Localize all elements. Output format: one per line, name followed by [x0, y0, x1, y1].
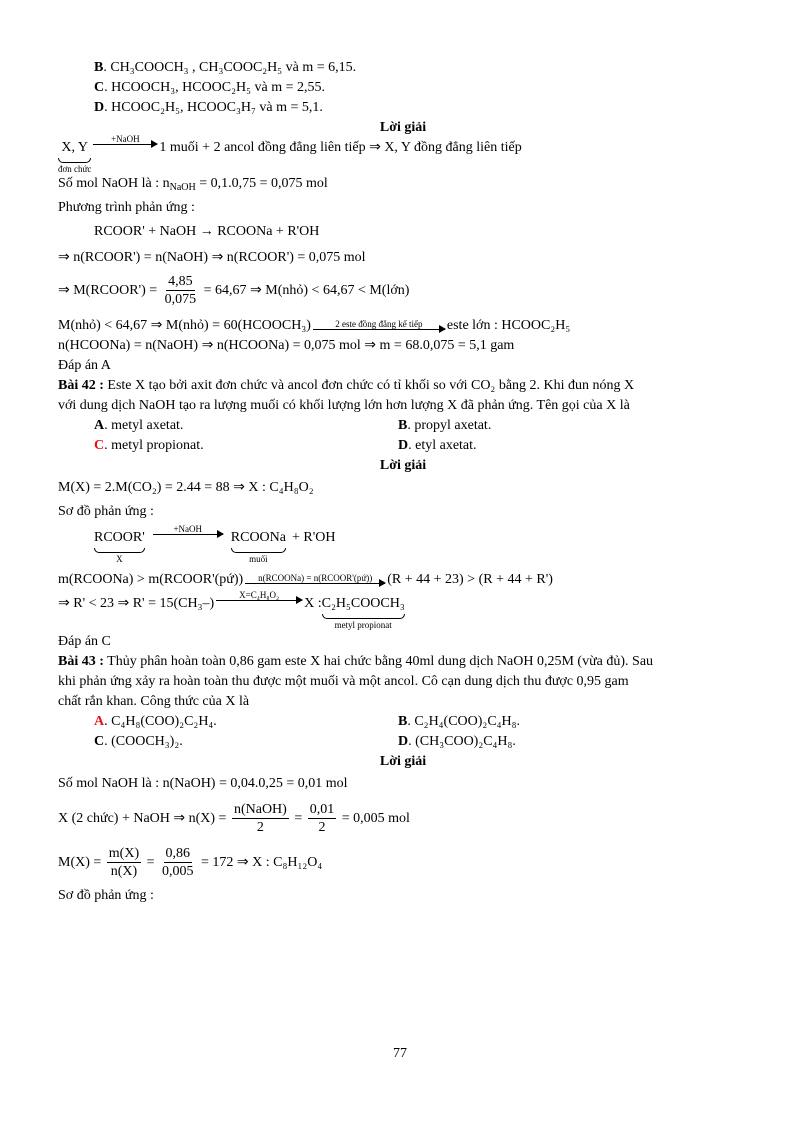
salt-brace: RCOONa muối [230, 530, 286, 564]
bai42-line-1: M(X) = 2.M(CO₂) = 2.44 = 88 ⇒ X : C₄H₈O₂ [58, 480, 314, 495]
page-number: 77 [393, 1046, 407, 1061]
equal-mol-arrow: n(RCOONa) = n(RCOOR'(pứ)) [245, 573, 385, 590]
bai43-line-3: M(X) = $\frac{m(X)}{n(X)}$ = $\frac{0,86}{0,005}$ = 172 ⇒ X : C₈H₁₂O₄ [58, 846, 323, 880]
solution-heading: Lời giải [379, 754, 427, 769]
s41-line-1: X, Y đơn chức +NaOH 1 muối + 2 ancol đồng đẳng liên tiếp ⇒ X, Y đồng đẳng liên tiếp [58, 134, 522, 174]
s41-line-4: RCOOR' + NaOH → RCOONa + R'OH [94, 224, 320, 239]
option-d[interactable]: D. etyl axetat. [398, 438, 477, 453]
s41-line-6: ⇒ M(RCOOR') = $\frac{4,85}{0,075}$ = 64,67 ⇒ M(nhỏ) < 64,67 < M(lớn) [58, 274, 410, 308]
fraction: $\frac{0,86}{0,005}$ [162, 846, 194, 880]
s41-line-8: n(HCOONa) = n(NaOH) ⇒ n(HCOONa) = 0,075 mol ⇒ m = 68.0,075 = 5,1 gam [58, 338, 515, 353]
bai42-scheme: RCOOR' X +NaOH RCOONa muối + R'OH [94, 524, 336, 564]
bai43-question: Bài 43 : Thủy phân hoàn toàn 0,86 gam este X hai chức bằng 40ml dung dịch NaOH 0,25M (vừa đủ). Sau [58, 654, 654, 669]
option-d[interactable]: D. (CH₃COO)₂C₄H₈. [398, 734, 516, 749]
homolog-arrow: 2 este đồng đẳng kế tiếp [313, 319, 445, 336]
bai42-question: Bài 42 : Este X tạo bởi axit đơn chức và ancol đơn chức có tỉ khối so với CO₂ bằng 2. Khi đun nóng X [58, 378, 635, 393]
bai43-question-2: khi phản ứng xảy ra hoàn toàn thu được một muối và một ancol. Cô cạn dung dịch thu được 0,95 gam [58, 674, 629, 689]
bai42-options-row-1 [58, 416, 748, 436]
option-c-prev: C. HCOOCH₃, HCOOC₂H₅ và m = 2,55. [94, 80, 326, 95]
solution-heading: Lời giải [379, 458, 427, 473]
formula-arrow: X=C₄H₈O₂ [216, 590, 302, 607]
bai43-line-1: Số mol NaOH là : n(NaOH) = 0,04.0,25 = 0,01 mol [58, 776, 348, 791]
naoh-arrow: +NaOH [153, 524, 223, 541]
bai42-question-2: với dung dịch NaOH tạo ra lượng muối có khối lượng lớn hơn lượng X đã phản ứng. Tên gọi của X là [58, 398, 630, 413]
solution-heading: Lời giải [379, 120, 427, 135]
document-page [58, 58, 748, 906]
xy-brace: X, Y đơn chức [58, 140, 92, 174]
option-c[interactable]: C. metyl propionat. [94, 438, 204, 453]
option-b[interactable]: B. C₂H₄(COO)₂C₄H₈. [398, 714, 521, 729]
bai42-options-row-2 [58, 436, 748, 456]
fraction: $\frac{m(X)}{n(X)}$ [108, 846, 140, 880]
s41-line-2: Số mol NaOH là : $n_{NaOH} = 0,1.0,75 = 0,075$ mol [58, 176, 328, 193]
product-brace: C₂H₅COOCH₃ metyl propionat [321, 596, 405, 630]
bai43-options-row-1 [58, 712, 748, 732]
bai43-line-4: Sơ đồ phản ứng : [58, 888, 154, 903]
fraction: $\frac{\text{n(NaOH)}}{2}$ [233, 802, 287, 836]
option-c[interactable]: C. (COOCH₃)₂. [94, 734, 183, 749]
option-b-prev: B. CH₃COOCH₃ , CH₃COOC₂H₅ và m = 6,15. [94, 60, 357, 75]
naoh-arrow: +NaOH [93, 134, 157, 151]
option-a[interactable]: A. metyl axetat. [94, 418, 184, 433]
option-b[interactable]: B. propyl axetat. [398, 418, 492, 433]
s41-line-3: Phương trình phản ứng : [58, 200, 195, 215]
bai43-question-3: chất rắn khan. Công thức của X là [58, 694, 250, 709]
bai42-line-2: Sơ đồ phản ứng : [58, 504, 154, 519]
fraction: $\frac{4,85}{0,075}$ [164, 274, 197, 308]
s41-line-5: ⇒ n(RCOOR') = n(NaOH) ⇒ n(RCOOR') = 0,075 mol [58, 250, 366, 265]
bai42-line-5: ⇒ R' < 23 ⇒ R' = 15(CH₃–) X=C₄H₈O₂ X : C₂H₅COOCH₃ metyl propionat [58, 590, 405, 630]
bai43-options-row-2 [58, 732, 748, 752]
bai42-line-4: m(RCOONa) > m(RCOOR'(pứ)) n(RCOONa) = n(RCOOR'(pứ)) (R + 44 + 23) > (R + 44 + R') [58, 570, 748, 590]
s41-answer: Đáp án A [58, 358, 111, 373]
s41-line-7: M(nhỏ) < 64,67 ⇒ M(nhỏ) = 60(HCOOCH₃) 2 este đồng đẳng kế tiếp este lớn : HCOOC₂H₅ [58, 316, 748, 336]
fraction: $\frac{0,01}{2}$ [309, 802, 335, 836]
bai43-line-2: X (2 chức) + NaOH ⇒ n(X) = $\frac{\text{n(NaOH)}}{2}$ = $\frac{0,01}{2}$ = 0,005 mol [58, 802, 410, 836]
option-a[interactable]: A. C₄H₈(COO)₂C₂H₄. [94, 714, 217, 729]
option-d-prev: D. HCOOC₂H₅, HCOOC₃H₇ và m = 5,1. [94, 100, 323, 115]
bai42-answer: Đáp án C [58, 634, 111, 649]
ester-brace: RCOOR' X [94, 530, 145, 564]
